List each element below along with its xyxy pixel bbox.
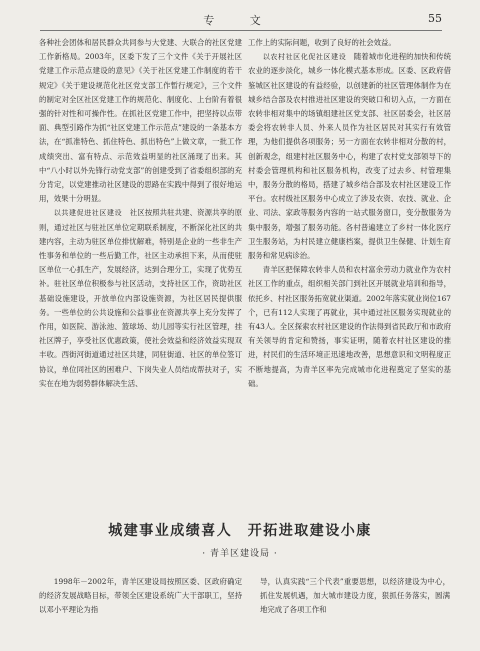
section-title: 专 文 xyxy=(203,14,277,27)
article-right-text: 导，认真实践“三个代表”重要思想，以经济建设为中心，抓住发展机遇，加大城市建设力度，狠抓任务落实，圆满地完成了各项工作和 xyxy=(260,577,450,615)
page-header xyxy=(0,0,480,34)
page-number: 55 xyxy=(428,12,442,25)
right-column xyxy=(248,36,451,391)
subheading-cosponsor: 以共建促进社区建设 xyxy=(53,209,123,218)
right-paragraph-2-text: 随着城市化进程的加快和传统农业的逐步淡化，城乡一体化模式基本形成。区委、区政府借鉴城区社区建设的有益经验，以创建新的社区管理体制作为在城乡结合部及农村推进社区建设的突破口和切入点，一方面在农转非相对集中的场镇组建社区党支部、社区居委会，社区居委会将农转非人员、外来人员作为社区居民对其实行有效管理，为他们提供各项服务；另一方面在农转非相对分散的村，创新观念，组建村社区服务中心，构建了农村党支部领导下的村委会管理机构和社区服务机构，改变了过去乡、村管理集中，服务分散的格局，搭建了城乡结合部及农村社区建设工作平台。农村级社区服务中心成立了涉及农资、农技、就业、企业、司法、家政等服务内容的一站式服务窗口，变分散服务为集中服务，增强了服务功能。各村普遍建立了乡村一体化医疗卫生服务站，为村民建立健康档案，提供卫生保健、计划生育服务和常见病诊治。 xyxy=(248,52,451,261)
left-paragraph-2 xyxy=(39,206,242,391)
left-paragraph-1: 各种社会团体和居民群众共同参与大党建、大联合的社区党建工作新格局。2003年，区委下发了三个文件《关于开展社区党建工作示范点建设的意见》《关于社区党建工作制度的若干规定》《关于建设规范化社区党支部工作暂行规定》，三个文件的制定对全区社区党建工作的规范化、制度化、上台阶有着很强的针对性和可操作性。在抓社区党建工作中，把坚持以点带面、典型引路作为抓“社区党建工作示范点”建设的一条基本方法，在“抓准特色、抓住特色、抓出特色”上做文章，一批工作成绩突出、富有特点、示范效益明显的社区涌现了出来。其中“八小时以外先锋行动党支部”的创建受到了省委组织部的充分肯定，以党建推动社区建设的思路在实践中得到了很好地运用，效果十分明显。 xyxy=(39,38,242,204)
article-title: 城建事业成绩喜人 开拓进取建设小康 xyxy=(108,523,372,539)
left-paragraph-2-text: 社区按照共驻共建、资源共享的原则，通过社区与驻社区单位定期联系制度，不断深化社区的共建内容，主动为驻区单位排忧解难，特别是企业的一些非生产性事务和单位的一些后勤工作，社区主动承担下来，从而使驻区单位一心抓生产，发展经济，达到合理分工，实现了优势互补。驻社区单位积极参与社区活动，支持社区工作，资助社区基础设施建设，开放单位内部设施资源，为社区居民提供服务。一些单位的公共设施和公益事业在资源共享上充分发挥了作用，如医院、游泳池、篮球场、幼儿园等实行社区管理，挂社区牌子，享受社区优惠政策，使社会效益和经济效益实现双丰收。西街河街道通过社区共建，同驻街道、社区的单位签订协议，单位同社区的困难户、下岗失业人员结成帮扶对子，实实在在地为弱势群体解决生活、 xyxy=(39,208,242,388)
left-column xyxy=(39,36,242,391)
right-paragraph-2 xyxy=(248,50,451,263)
subheading-rural: 以农村社区化促社区建设 xyxy=(262,53,347,62)
article-author: · 青羊区建设局 · xyxy=(202,549,278,559)
header-rule xyxy=(40,30,442,31)
article-left-column xyxy=(39,575,242,618)
article-left-text: 1998年－2002年，青羊区建设局按照区委、区政府确定的经济发展战略目标，带领全区建设系统广大干部职工，坚持以邓小平理论为指 xyxy=(39,577,242,615)
right-paragraph-1: 工作上的实际问题，收到了良好的社会效益。 xyxy=(248,38,396,47)
right-paragraph-3: 青羊区把保障农转非人员和农村富余劳动力就业作为农村社区工作的重点，组织相关部门到社区开展就业培训和指导，依托乡、村社区服务拓宽就业渠道。2002年落实就业岗位167个，已有112人实现了再就业，其中通过社区服务实现就业的有43人。全区探索农村社区建设的作法得到省民政厅和市政府有关领导的肯定和赞扬，事实证明，随着农村社区建设的推进，村民们的生活环境正迅速地改善，思想意识和文明程度正不断地提高，为青羊区率先完成城市化进程奠定了坚实的基础。 xyxy=(248,265,451,388)
article-right-column xyxy=(260,575,450,618)
